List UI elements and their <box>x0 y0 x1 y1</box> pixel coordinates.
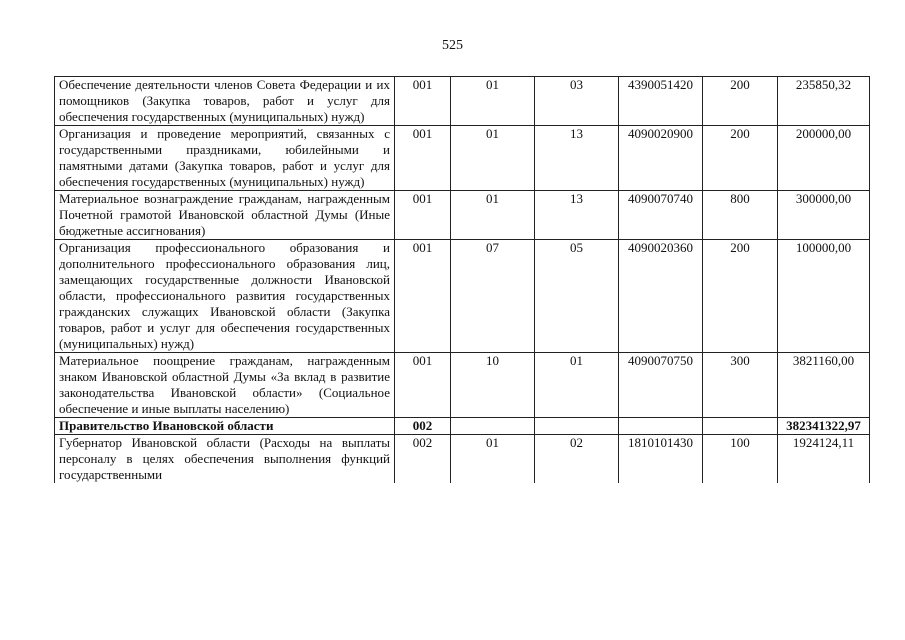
section-code: 01 <box>451 77 535 126</box>
table-row <box>55 191 870 240</box>
section-code: 01 <box>451 435 535 484</box>
target-article-code: 4090070750 <box>619 353 703 418</box>
table-row-total <box>55 418 870 435</box>
expense-type-code: 200 <box>703 77 778 126</box>
row-description: Губернатор Ивановской области (Расходы на выплаты персоналу в целях обеспечения выполнения функций государственными <box>55 435 395 484</box>
row-description: Организация профессионального образования и дополнительного профессионального образования лиц, замещающих государственные должности Ивановской области, профессионального развития государственных гражданских служащих Ивановской области (Закупка товаров, работ и услуг для обеспечения государственных (муниципальных) нужд) <box>55 240 395 353</box>
target-article-code <box>619 418 703 435</box>
subsection-code: 13 <box>535 191 619 240</box>
table-row <box>55 77 870 126</box>
section-code: 01 <box>451 191 535 240</box>
subsection-code: 02 <box>535 435 619 484</box>
amount: 235850,32 <box>778 77 870 126</box>
amount: 3821160,00 <box>778 353 870 418</box>
table-row <box>55 240 870 353</box>
expense-type-code <box>703 418 778 435</box>
target-article-code: 4090020900 <box>619 126 703 191</box>
amount: 100000,00 <box>778 240 870 353</box>
table-row <box>55 126 870 191</box>
expense-type-code: 200 <box>703 240 778 353</box>
section-code: 10 <box>451 353 535 418</box>
expense-type-code: 300 <box>703 353 778 418</box>
amount: 200000,00 <box>778 126 870 191</box>
ved-code: 001 <box>395 126 451 191</box>
ved-code: 001 <box>395 353 451 418</box>
row-description: Обеспечение деятельности членов Совета Федерации и их помощников (Закупка товаров, работ и услуг для обеспечения государственных (муниципальных) нужд) <box>55 77 395 126</box>
target-article-code: 4090070740 <box>619 191 703 240</box>
target-article-code: 4090020360 <box>619 240 703 353</box>
row-description: Организация и проведение мероприятий, связанных с государственными праздниками, юбилейными и памятными датами (Закупка товаров, работ и услуг для обеспечения государственных (муниципальных) нужд) <box>55 126 395 191</box>
section-code <box>451 418 535 435</box>
row-description: Материальное поощрение гражданам, награжденным знаком Ивановской областной Думы «За вклад в развитие законодательства Ивановской области» (Социальное обеспечение и иные выплаты населению) <box>55 353 395 418</box>
table-row <box>55 353 870 418</box>
subsection-code: 05 <box>535 240 619 353</box>
ved-code: 002 <box>395 435 451 484</box>
row-description: Материальное вознаграждение гражданам, награжденным Почетной грамотой Ивановской областной Думы (Иные бюджетные ассигнования) <box>55 191 395 240</box>
page-number: 525 <box>442 38 463 53</box>
expense-type-code: 100 <box>703 435 778 484</box>
expense-type-code: 200 <box>703 126 778 191</box>
ved-code: 001 <box>395 77 451 126</box>
subsection-code: 03 <box>535 77 619 126</box>
ved-code: 002 <box>395 418 451 435</box>
amount: 300000,00 <box>778 191 870 240</box>
ved-code: 001 <box>395 240 451 353</box>
target-article-code: 4390051420 <box>619 77 703 126</box>
budget-table <box>54 76 870 483</box>
amount: 1924124,11 <box>778 435 870 484</box>
amount: 382341322,97 <box>778 418 870 435</box>
ved-code: 001 <box>395 191 451 240</box>
subsection-code: 13 <box>535 126 619 191</box>
table-row <box>55 435 870 484</box>
section-code: 07 <box>451 240 535 353</box>
section-code: 01 <box>451 126 535 191</box>
expense-type-code: 800 <box>703 191 778 240</box>
subsection-code <box>535 418 619 435</box>
target-article-code: 1810101430 <box>619 435 703 484</box>
row-description: Правительство Ивановской области <box>55 418 395 435</box>
subsection-code: 01 <box>535 353 619 418</box>
